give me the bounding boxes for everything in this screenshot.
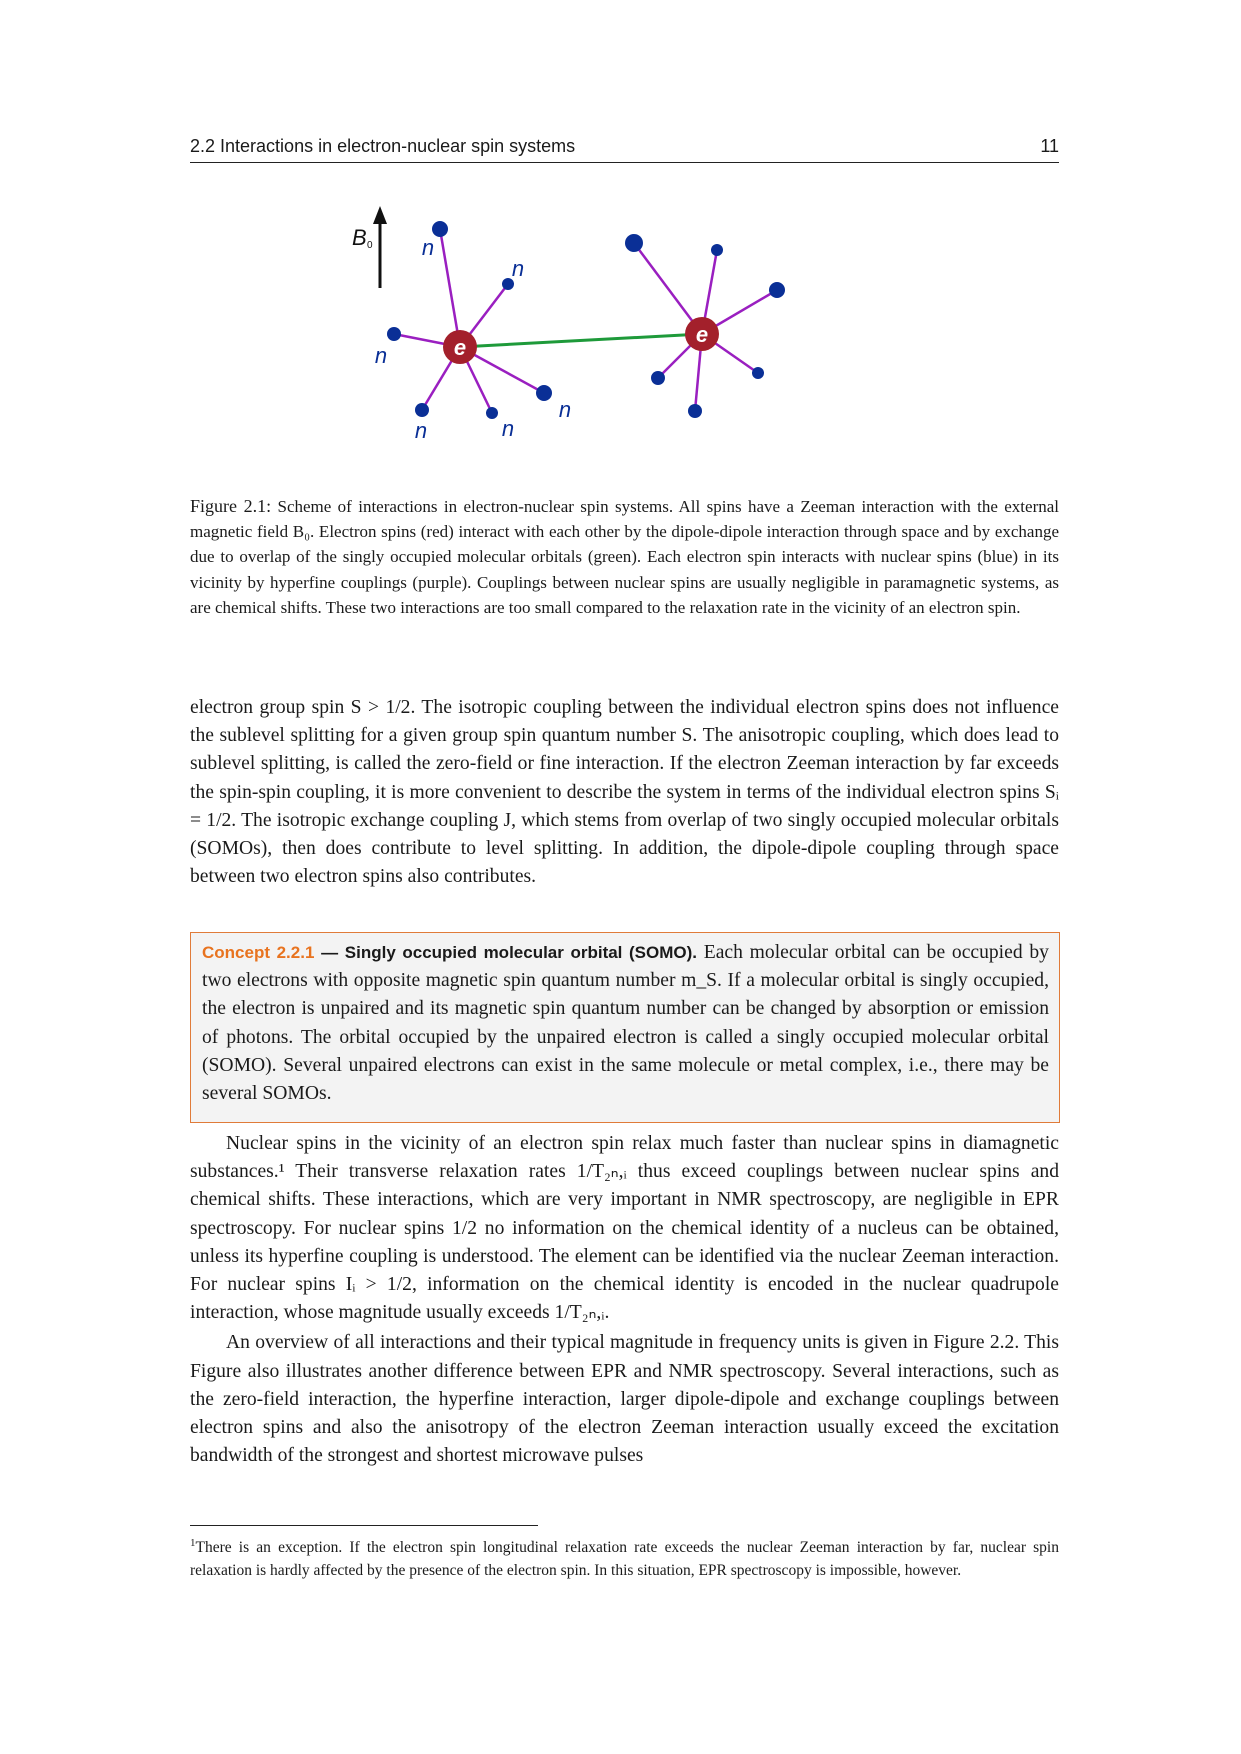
nuclear-spin xyxy=(387,327,401,341)
nucleus-label: n xyxy=(374,343,388,368)
concept-text: Each molecular orbital can be occupied by two electrons with opposite magnetic spin quantum number m_S. If a molecular orbital is singly occupied, the electron is unpaired and its magnetic spin quantum number can be changed by absorption or emission of photons. The orbital occupied by the unpaired electron is called a singly occupied molecular orbital (SOMO). Several unpaired electrons can exist in the same molecule or metal complex, i.e., there may be several SOMOs. xyxy=(202,942,1049,1105)
nuclear-spin xyxy=(769,282,785,298)
concept-number: Concept 2.2.1 xyxy=(202,943,315,962)
caption-text: Scheme of interactions in electron-nuclear spin systems. All spins have a Zeeman interaction with the external magnetic field B₀. Electron spins (red) interact with each other by the dipole-dipole interaction through space and by exchange due to overlap of the singly occupied molecular orbitals (green). Each electron spin interacts with nuclear spins (blue) in its vicinity by hyperfine couplings (purple). Couplings between nuclear spins are usually negligible in paramagnetic systems, as are chemical shifts. These two interactions are too small compared to the relaxation rate in the vicinity of an electron spin. xyxy=(190,497,1059,617)
caption-label: Figure 2.1: xyxy=(190,496,272,516)
nuclear-spin xyxy=(432,221,448,237)
section-title: 2.2 Interactions in electron-nuclear spin systems xyxy=(190,136,576,156)
nucleus-label: n xyxy=(414,418,428,443)
body-paragraph-1 xyxy=(190,694,1059,891)
nucleus-label: n xyxy=(558,397,572,422)
concept-name: — Singly occupied molecular orbital (SOMO). xyxy=(321,943,697,962)
nucleus-label: n xyxy=(501,416,515,441)
electron-label: e xyxy=(453,335,467,360)
footnote-mark: 1 xyxy=(190,1537,196,1549)
concept-box xyxy=(190,932,1060,1123)
electron-label: e xyxy=(695,322,709,347)
paragraph-text: Nuclear spins in the vicinity of an electron spin relax much faster than nuclear spins in diamagnetic substances.¹ Their transverse relaxation rates 1/T₂ₙ,ᵢ thus exceed couplings between nuclear spins and chemical shifts. These interactions, which are very important in NMR spectroscopy, are negligible in EPR spectroscopy. For nuclear spins 1/2 no information on the chemical identity of a nucleus can be obtained, unless its hyperfine coupling is understood. The element can be identified via the nuclear Zeeman interaction. For nuclear spins Iᵢ > 1/2, information on the chemical identity is encoded in the nuclear quadrupole interaction, whose magnitude usually exceeds 1/T₂ₙ,ᵢ. xyxy=(190,1133,1059,1324)
footnote-rule xyxy=(190,1525,538,1526)
exchange-coupling-line xyxy=(460,334,702,347)
hyperfine-coupling-line xyxy=(440,229,460,347)
nuclear-spin xyxy=(651,371,665,385)
body-paragraphs xyxy=(190,1130,1059,1470)
nucleus-label: n xyxy=(511,256,525,281)
paragraph-text: electron group spin S > 1/2. The isotropic coupling between the individual electron spins does not influence the sublevel splitting for a given group spin quantum number S. The anisotropic coupling, which does lead to sublevel splitting, is called the zero-field or fine interaction. If the electron Zeeman interaction by far exceeds the spin-spin coupling, it is more convenient to describe the system in terms of the individual electron spins Sᵢ = 1/2. The isotropic exchange coupling J, which stems from overlap of two singly occupied molecular orbitals (SOMOs), then does contribute to level splitting. In addition, the dipole-dipole coupling through space between two electron spins also contributes. xyxy=(190,697,1059,888)
nucleus-label: n xyxy=(421,235,435,260)
b0-label: B xyxy=(352,225,367,250)
spin-interaction-figure xyxy=(0,0,1241,480)
nuclear-spin xyxy=(536,385,552,401)
nuclear-spin xyxy=(415,403,429,417)
b0-subscript: 0 xyxy=(367,240,373,251)
b0-arrow xyxy=(373,206,387,288)
footnote xyxy=(190,1532,1059,1582)
nuclear-spin xyxy=(711,244,723,256)
paragraph-text: An overview of all interactions and their typical magnitude in frequency units is given in Figure 2.2. This Figure also illustrates another difference between EPR and NMR spectroscopy. Several interactions, such as the zero-field interaction, the hyperfine interaction, larger dipole-dipole and exchange couplings between electron spins and also the anisotropy of the electron Zeeman interaction usually exceed the excitation bandwidth of the strongest and shortest microwave pulses xyxy=(190,1332,1059,1467)
nuclear-spin xyxy=(752,367,764,379)
hyperfine-coupling-line xyxy=(634,243,702,334)
nuclear-spin xyxy=(486,407,498,419)
figure-caption xyxy=(190,494,1059,620)
page-number: 11 xyxy=(1040,136,1059,156)
nuclear-spin xyxy=(688,404,702,418)
footnote-text: There is an exception. If the electron spin longitudinal relaxation rate exceeds the nuclear Zeeman interaction by far, nuclear spin relaxation is hardly affected by the presence of the electron spin. In this situation, EPR spectroscopy is impossible, however. xyxy=(190,1539,1059,1579)
nuclear-spin xyxy=(625,234,643,252)
